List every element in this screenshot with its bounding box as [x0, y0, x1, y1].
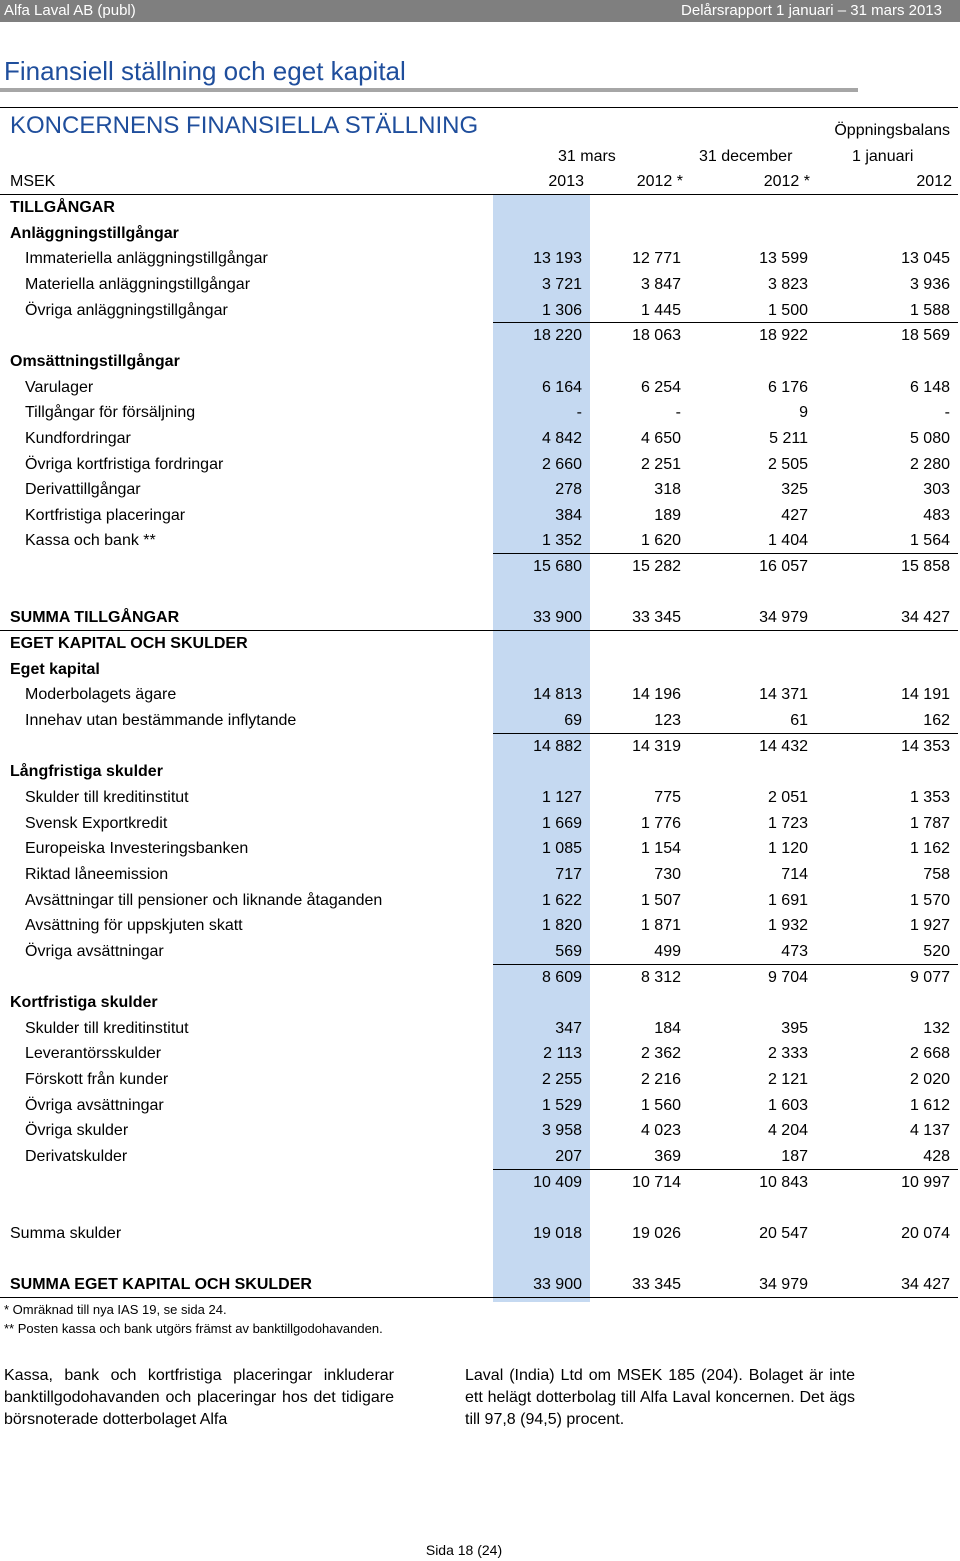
- row-label: Kortfristiga skulder: [10, 994, 158, 1012]
- row-value-col1: 2 362: [640, 1045, 681, 1063]
- row-value-col3: 20 074: [901, 1225, 950, 1242]
- row-value-col1: 2 216: [640, 1071, 681, 1089]
- table-row: [0, 965, 958, 991]
- row-label: Övriga avsättningar: [25, 1096, 164, 1114]
- row-label: Derivattillgångar: [25, 481, 141, 499]
- row-value-col2: 20 547: [759, 1225, 808, 1242]
- table-row: [0, 580, 958, 606]
- row-value-col2: 14 371: [759, 686, 808, 704]
- table-row: [0, 1016, 958, 1042]
- row-value-col3: 758: [923, 865, 950, 883]
- row-value-col0: 19 018: [533, 1225, 582, 1242]
- row-value-col1: 14 319: [632, 737, 681, 755]
- row-value-col3: 15 858: [901, 558, 950, 576]
- row-label: Immateriella anläggningstillgångar: [25, 250, 268, 268]
- table-row: [0, 888, 958, 914]
- row-label: Avsättning för uppskjuten skatt: [25, 917, 243, 935]
- row-value-col2: 61: [790, 712, 808, 729]
- row-value-col1: 318: [654, 481, 681, 499]
- row-value-col1: 6 254: [640, 378, 681, 396]
- row-value-col3: 2 668: [909, 1045, 950, 1063]
- table-row: [0, 323, 958, 349]
- table-row: [0, 605, 958, 631]
- row-value-col0: 6 164: [541, 378, 582, 396]
- row-value-col0: 13 193: [533, 250, 582, 268]
- row-value-col3: 10 997: [901, 1173, 950, 1191]
- table-row: [0, 1247, 958, 1273]
- row-value-col3: 34 427: [901, 609, 950, 627]
- subtotal-rule: [0, 1297, 958, 1298]
- row-value-col1: 12 771: [632, 250, 681, 268]
- row-label: SUMMA EGET KAPITAL OCH SKULDER: [10, 1276, 312, 1294]
- table-title: KONCERNENS FINANSIELLA STÄLLNING: [10, 112, 479, 139]
- row-label: SUMMA TILLGÅNGAR: [10, 609, 180, 627]
- section-title: Finansiell ställning och eget kapital: [4, 56, 406, 86]
- row-label: Materiella anläggningstillgångar: [25, 275, 251, 293]
- table-row: [0, 1221, 958, 1247]
- row-value-col2: 34 979: [759, 1276, 808, 1294]
- row-value-col1: 775: [654, 788, 681, 806]
- row-value-col2: 2 051: [767, 788, 808, 806]
- row-value-col3: 5 080: [909, 429, 950, 447]
- table-row: [0, 195, 958, 221]
- row-value-col2: 1 723: [767, 814, 808, 832]
- row-value-col0: 207: [555, 1148, 582, 1166]
- row-label: Kortfristiga placeringar: [25, 506, 186, 524]
- row-value-col3: 13 045: [901, 250, 950, 268]
- row-value-col3: 3 936: [909, 275, 950, 293]
- table-row: [0, 1144, 958, 1170]
- row-value-col3: 1 612: [909, 1096, 950, 1114]
- table-row: [0, 1067, 958, 1093]
- row-label: Moderbolagets ägare: [25, 686, 177, 704]
- row-label: Omsättningstillgångar: [10, 352, 180, 370]
- table-row: [0, 452, 958, 478]
- row-label: Derivatskulder: [25, 1148, 128, 1166]
- table-row: [0, 708, 958, 734]
- row-label: Innehav utan bestämmande inflytande: [25, 712, 297, 729]
- heading-31-mars: 31 mars: [558, 148, 616, 165]
- row-value-col0: 2 255: [541, 1071, 582, 1089]
- row-value-col3: 162: [923, 712, 950, 729]
- row-value-col3: 1 564: [909, 532, 950, 550]
- row-value-col0: 69: [564, 712, 582, 729]
- row-value-col2: 2 505: [767, 455, 808, 473]
- table-row: [0, 657, 958, 683]
- row-label: Varulager: [25, 378, 94, 396]
- row-value-col1: 184: [654, 1019, 681, 1037]
- row-value-col2: 10 843: [759, 1173, 808, 1191]
- row-value-col0: -: [576, 404, 582, 422]
- row-value-col2: 1 603: [767, 1096, 808, 1114]
- row-value-col0: 4 842: [541, 429, 582, 447]
- table-row: [0, 939, 958, 965]
- row-value-col0: 2 113: [543, 1045, 582, 1063]
- row-value-col1: 189: [654, 506, 681, 524]
- table-row: [0, 272, 958, 298]
- paragraph-right: Laval (India) Ltd om MSEK 185 (204). Bolaget är inte ett helägt dotterbolag till Alfa Laval koncernen. Det ägs till 97,8 (94,5) procent.: [465, 1367, 855, 1428]
- row-label: Förskott från kunder: [25, 1071, 169, 1089]
- row-value-col0: 1 127: [541, 788, 582, 806]
- row-value-col3: 1 787: [909, 814, 950, 832]
- row-value-col3: 2 280: [909, 455, 950, 473]
- page-header: [0, 0, 960, 22]
- row-value-col0: 347: [555, 1019, 582, 1037]
- row-value-col1: 8 312: [640, 968, 681, 986]
- row-label: Avsättningar till pensioner och liknande åtaganden: [25, 891, 383, 909]
- row-value-col2: 395: [781, 1019, 808, 1037]
- row-value-col1: 1 445: [640, 301, 681, 319]
- row-value-col0: 15 680: [533, 558, 582, 576]
- row-value-col2: 1 691: [767, 891, 808, 909]
- row-value-col3: 428: [923, 1148, 950, 1166]
- row-value-col3: 303: [923, 481, 950, 499]
- table-row: [0, 528, 958, 554]
- row-label: Svensk Exportkredit: [25, 814, 168, 832]
- company-name: Alfa Laval AB (publ): [4, 2, 136, 19]
- row-value-col0: 1 529: [541, 1096, 582, 1114]
- row-value-col0: 8 609: [541, 968, 582, 986]
- row-value-col0: 33 900: [533, 1276, 582, 1294]
- row-value-col1: 1 620: [640, 532, 681, 550]
- row-value-col3: 9 077: [909, 968, 950, 986]
- row-value-col2: 13 599: [759, 250, 808, 268]
- row-value-col3: 14 191: [901, 686, 950, 704]
- opening-balance-heading: Öppningsbalans: [834, 122, 950, 139]
- row-value-col1: 369: [654, 1148, 681, 1166]
- table-row: [0, 990, 958, 1016]
- row-value-col2: 5 211: [769, 429, 808, 447]
- table-row: [0, 1272, 958, 1298]
- row-value-col1: 4 650: [640, 429, 681, 447]
- row-value-col2: 187: [781, 1148, 808, 1166]
- row-label: Leverantörsskulder: [25, 1045, 162, 1063]
- row-value-col0: 33 900: [533, 609, 582, 627]
- row-value-col1: 15 282: [632, 558, 681, 576]
- table-row: [0, 682, 958, 708]
- row-value-col1: 123: [654, 712, 681, 729]
- row-value-col0: 717: [555, 865, 582, 883]
- row-value-col1: 4 023: [640, 1122, 681, 1140]
- row-label: Övriga kortfristiga fordringar: [25, 455, 224, 473]
- row-value-col0: 3 958: [541, 1122, 582, 1140]
- row-value-col1: 730: [654, 865, 681, 883]
- heading-31-december: 31 december: [699, 148, 793, 165]
- row-value-col2: 1 500: [767, 301, 808, 319]
- row-value-col1: 1 560: [640, 1096, 681, 1114]
- row-value-col0: 384: [555, 506, 582, 524]
- row-value-col3: 1 588: [909, 301, 950, 319]
- row-label: Tillgångar för försäljning: [25, 404, 196, 422]
- row-label: Kassa och bank **: [25, 532, 156, 550]
- row-value-col0: 14 813: [533, 686, 582, 704]
- row-label: Riktad låneemission: [25, 865, 169, 883]
- row-value-col1: 3 847: [640, 275, 681, 293]
- paragraph-left: Kassa, bank och kortfristiga placeringar inkluderar banktillgodohavanden och placeringar hos det tidigare börsnoterade dotterbolaget Alfa: [4, 1367, 394, 1428]
- row-label: Skulder till kreditinstitut: [25, 1019, 189, 1037]
- row-label: TILLGÅNGAR: [10, 199, 115, 216]
- table-row: [0, 862, 958, 888]
- table-row: [0, 1170, 958, 1196]
- table-top-rule: [0, 107, 958, 108]
- row-value-col0: 2 660: [541, 455, 582, 473]
- row-value-col1: 33 345: [632, 609, 681, 627]
- table-row: [0, 734, 958, 760]
- heading-1-januari: 1 januari: [852, 148, 914, 165]
- row-value-col2: 1 932: [767, 917, 808, 935]
- table-row: [0, 477, 958, 503]
- report-title: Delårsrapport 1 januari – 31 mars 2013: [681, 2, 942, 19]
- row-value-col1: 19 026: [632, 1225, 681, 1242]
- row-label: Anläggningstillgångar: [10, 224, 179, 242]
- row-value-col1: 1 871: [640, 917, 681, 935]
- row-value-col0: 18 220: [533, 327, 582, 345]
- row-value-col2: 714: [781, 865, 808, 883]
- row-value-col2: 3 823: [767, 275, 808, 293]
- row-value-col2: 2 333: [767, 1045, 808, 1063]
- table-row: [0, 836, 958, 862]
- table-row: [0, 1093, 958, 1119]
- row-label: Övriga avsättningar: [25, 942, 164, 960]
- row-value-col0: 1 669: [541, 814, 582, 832]
- table-row: [0, 811, 958, 837]
- col-year-0: 2013: [548, 173, 584, 190]
- row-value-col3: 6 148: [909, 378, 950, 396]
- row-value-col0: 3 721: [541, 275, 582, 293]
- row-value-col1: 18 063: [632, 327, 681, 345]
- table-row: [0, 1195, 958, 1221]
- row-value-col2: 2 121: [767, 1071, 808, 1089]
- row-value-col3: 1 162: [909, 840, 950, 858]
- row-value-col1: 33 345: [632, 1276, 681, 1294]
- row-label: Långfristiga skulder: [10, 763, 163, 781]
- row-value-col2: 325: [781, 481, 808, 499]
- table-row: [0, 246, 958, 272]
- row-value-col3: 4 137: [909, 1122, 950, 1140]
- row-label: Eget kapital: [10, 660, 100, 678]
- row-label: EGET KAPITAL OCH SKULDER: [10, 635, 248, 653]
- footnote-2: ** Posten kassa och bank utgörs främst av banktillgodohavanden.: [4, 1321, 383, 1336]
- table-row: [0, 400, 958, 426]
- table-row: [0, 785, 958, 811]
- row-label: Kundfordringar: [25, 429, 131, 447]
- row-value-col1: 2 251: [640, 455, 681, 473]
- table-row: [0, 375, 958, 401]
- row-value-col3: -: [944, 404, 950, 422]
- row-value-col2: 16 057: [759, 558, 808, 576]
- table-row: [0, 631, 958, 657]
- row-value-col0: 1 085: [541, 840, 582, 858]
- row-value-col3: 520: [923, 942, 950, 960]
- row-value-col1: 10 714: [632, 1173, 681, 1191]
- section-rule: [0, 88, 858, 92]
- row-value-col2: 14 432: [759, 737, 808, 755]
- row-value-col1: 1 776: [640, 814, 681, 832]
- row-value-col3: 34 427: [901, 1276, 950, 1294]
- row-value-col2: 18 922: [759, 327, 808, 345]
- row-value-col0: 1 306: [541, 301, 582, 319]
- table-row: [0, 221, 958, 247]
- table-row: [0, 426, 958, 452]
- table-row: [0, 298, 958, 324]
- table-row: [0, 759, 958, 785]
- row-value-col0: 14 882: [533, 737, 582, 755]
- row-value-col2: 1 120: [767, 840, 808, 858]
- row-value-col2: 9: [799, 404, 808, 422]
- row-value-col0: 10 409: [533, 1173, 582, 1191]
- row-value-col2: 34 979: [759, 609, 808, 627]
- row-label: Övriga skulder: [25, 1122, 129, 1140]
- row-value-col3: 14 353: [901, 737, 950, 755]
- row-value-col1: 1 154: [640, 840, 681, 858]
- row-value-col1: -: [675, 404, 681, 422]
- row-value-col2: 427: [781, 506, 808, 524]
- row-value-col2: 6 176: [767, 378, 808, 396]
- unit-label: MSEK: [10, 173, 56, 190]
- col-year-1: 2012 *: [636, 173, 683, 190]
- row-value-col0: 569: [555, 942, 582, 960]
- row-value-col2: 473: [781, 942, 808, 960]
- row-value-col3: 483: [923, 506, 950, 524]
- row-value-col3: 1 570: [909, 891, 950, 909]
- col-year-3: 2012: [916, 173, 952, 190]
- row-label: Summa skulder: [10, 1225, 122, 1242]
- row-label: Övriga anläggningstillgångar: [25, 301, 228, 319]
- footnote-1: * Omräknad till nya IAS 19, se sida 24.: [4, 1302, 227, 1317]
- table-row: [0, 554, 958, 580]
- row-value-col1: 499: [654, 942, 681, 960]
- row-value-col3: 132: [923, 1019, 950, 1037]
- table-row: [0, 503, 958, 529]
- row-value-col2: 9 704: [767, 968, 808, 986]
- row-value-col2: 4 204: [767, 1122, 808, 1140]
- row-value-col0: 1 622: [541, 891, 582, 909]
- row-value-col3: 1 353: [909, 788, 950, 806]
- table-row: [0, 1118, 958, 1144]
- table-row: [0, 349, 958, 375]
- page-number: Sida 18 (24): [425, 1542, 503, 1558]
- row-value-col2: 1 404: [767, 532, 808, 550]
- col-year-2: 2012 *: [763, 173, 810, 190]
- row-label: Skulder till kreditinstitut: [25, 788, 189, 806]
- table-row: [0, 1041, 958, 1067]
- row-value-col1: 1 507: [640, 891, 681, 909]
- row-value-col3: 2 020: [909, 1071, 950, 1089]
- row-value-col1: 14 196: [632, 686, 681, 704]
- row-label: Europeiska Investeringsbanken: [25, 840, 249, 858]
- row-value-col3: 18 569: [901, 327, 950, 345]
- row-value-col0: 1 820: [541, 917, 582, 935]
- row-value-col3: 1 927: [909, 917, 950, 935]
- row-value-col0: 1 352: [541, 532, 582, 550]
- table-row: [0, 913, 958, 939]
- row-value-col0: 278: [555, 481, 582, 499]
